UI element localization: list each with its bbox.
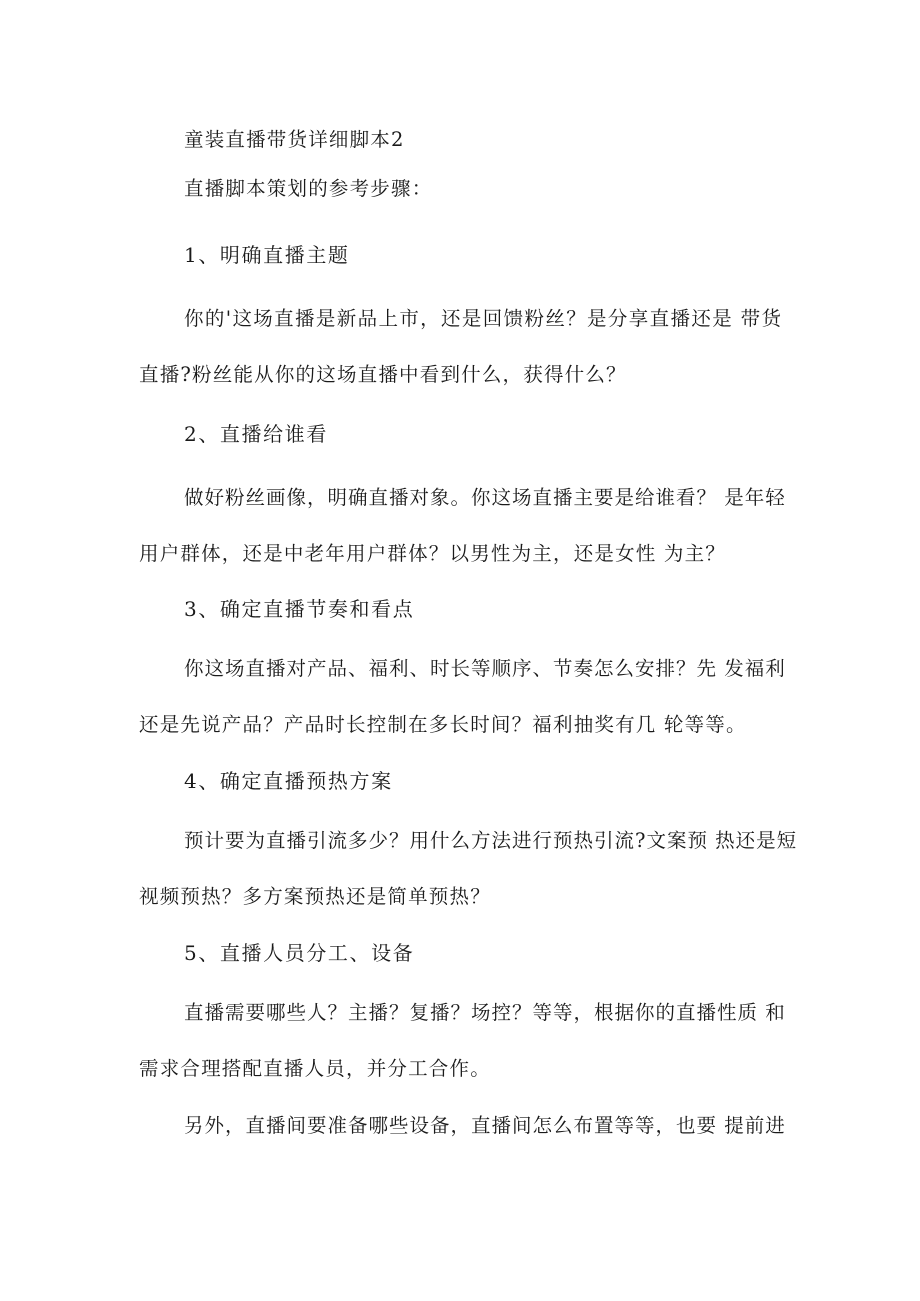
section-paragraph-4: [139, 827, 798, 911]
document-subtitle: 直播脚本策划的参考步骤：: [184, 177, 433, 200]
paragraph-line: 视频预热？多方案预热还是简单预热？: [139, 885, 491, 908]
section-heading-3: 3、确定直播节奏和看点: [184, 597, 415, 621]
document-title: 童装直播带货详细脚本2: [184, 128, 405, 151]
paragraph-line: 直播?粉丝能从你的这场直播中看到什么，获得什么？: [139, 363, 627, 386]
section-paragraph-1: [139, 305, 782, 389]
extra-paragraph: [139, 1112, 786, 1140]
section-heading-1: 1、明确直播主题: [184, 243, 350, 267]
section-heading-2: 2、直播给谁看: [184, 422, 328, 446]
paragraph-line: 直播需要哪些人？主播？复播？场控？等等，根据你的直播性质 和: [184, 1001, 786, 1024]
paragraph-line: 做好粉丝画像，明确直播对象。你这场直播主要是给谁看？ 是年轻: [184, 486, 786, 509]
paragraph-line: 预计要为直播引流多少？用什么方法进行预热引流?文案预 热还是短: [184, 829, 798, 852]
paragraph-line: 需求合理搭配直播人员，并分工合作。: [139, 1057, 491, 1080]
section-paragraph-3: [139, 655, 786, 739]
section-heading-5: 5、直播人员分工、设备: [184, 941, 415, 965]
section-paragraph-2: [139, 484, 786, 568]
paragraph-line: 你这场直播对产品、福利、时长等顺序、节奏怎么安排？先 发福利: [184, 657, 786, 680]
paragraph-line: 还是先说产品？产品时长控制在多长时间？福利抽奖有几 轮等等。: [139, 713, 747, 736]
paragraph-line: 用户群体，还是中老年用户群体？以男性为主，还是女性 为主？: [139, 542, 726, 565]
paragraph-line: 你的'这场直播是新品上市，还是回馈粉丝？是分享直播还是 带货: [184, 307, 782, 330]
paragraph-line: 另外，直播间要准备哪些设备，直播间怎么布置等等，也要 提前进: [184, 1114, 786, 1137]
section-heading-4: 4、确定直播预热方案: [184, 769, 393, 793]
section-paragraph-5: [139, 999, 786, 1083]
